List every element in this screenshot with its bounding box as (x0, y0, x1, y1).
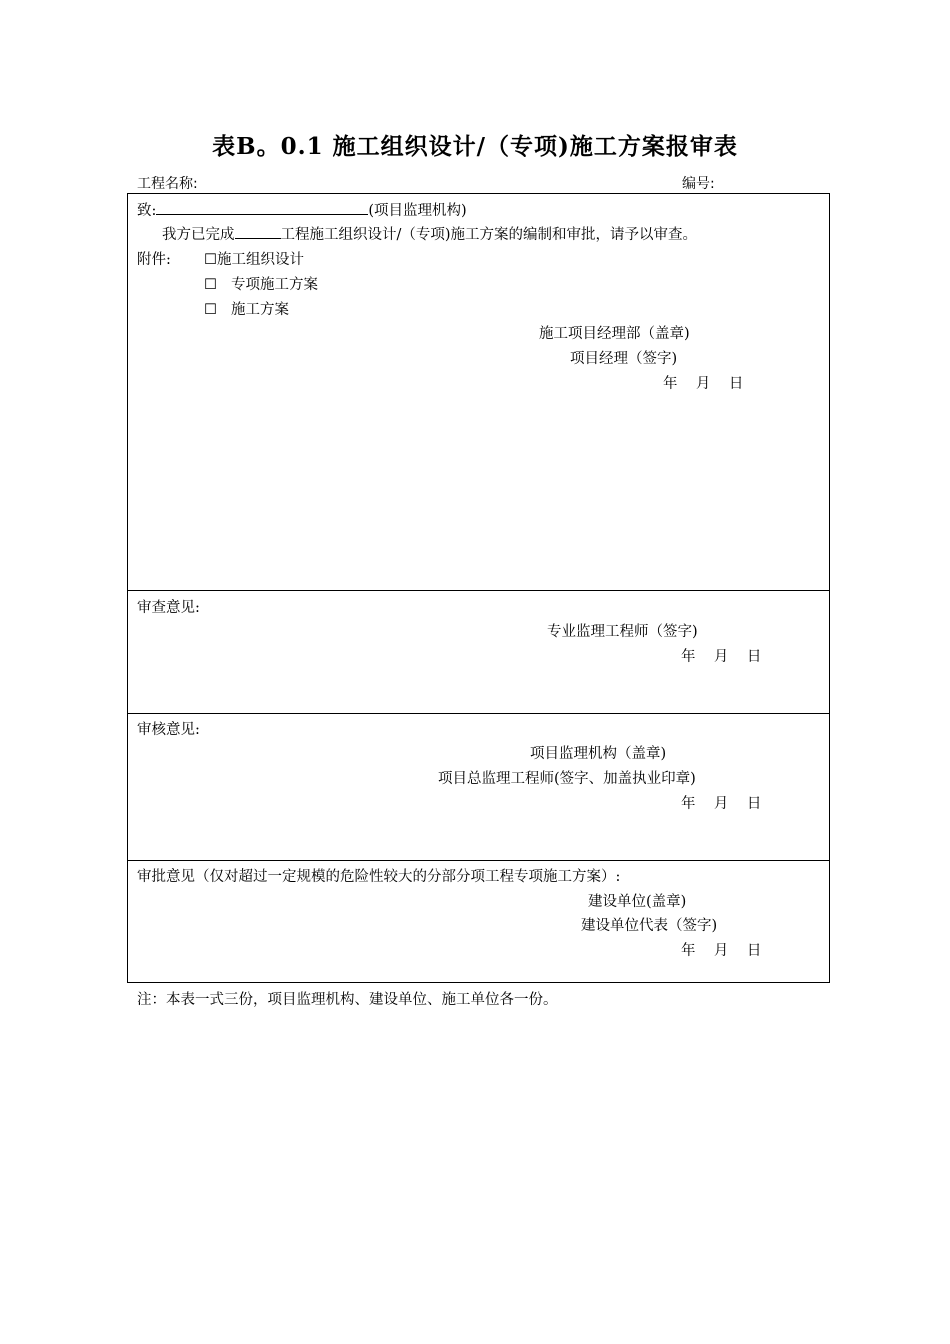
review-opinion-label: 审查意见: (137, 600, 200, 616)
supervisor-engineer-sign-label: 专业监理工程师（签字) (547, 624, 698, 640)
attachment-label: 施工方案 (231, 302, 289, 318)
divider-1 (127, 590, 830, 591)
checkbox-icon[interactable]: ☐ (204, 277, 217, 293)
body-prefix: 我方已完成 (162, 227, 235, 243)
project-name-label: 工程名称: (137, 176, 198, 192)
owner-stamp-label: 建设单位(盖章) (588, 894, 687, 910)
project-manager-sign-label: 项目经理（签字) (570, 351, 678, 367)
audit-opinion-label: 审核意见: (137, 722, 200, 738)
attachments-label: 附件: (137, 252, 171, 268)
attachment-label: 专项施工方案 (231, 277, 318, 293)
body-line (162, 223, 697, 244)
checkbox-icon[interactable]: ☐ (204, 302, 217, 318)
date-line: 年 月 日 (681, 649, 762, 665)
owner-rep-sign-label: 建设单位代表（签字) (581, 918, 718, 934)
to-label: 致: (137, 203, 157, 219)
checkbox-icon[interactable]: ☐ (204, 252, 217, 268)
date-line: 年 月 日 (663, 376, 744, 392)
chief-supervisor-sign-label: 项目总监理工程师(签字、加盖执业印章) (438, 771, 696, 787)
to-blank-field[interactable] (156, 200, 368, 215)
divider-3 (127, 860, 830, 861)
project-blank-field[interactable] (235, 224, 281, 239)
attachment-item (204, 248, 304, 269)
divider-2 (127, 713, 830, 714)
date-line: 年 月 日 (681, 796, 762, 812)
attachment-label: 施工组织设计 (217, 252, 304, 268)
date-line: 年 月 日 (681, 943, 762, 959)
attachment-item (204, 298, 289, 319)
contractor-stamp-label: 施工项目经理部（盖章) (539, 326, 690, 342)
approval-opinion-label: 审批意见（仅对超过一定规模的危险性较大的分部分项工程专项施工方案）: (137, 869, 621, 885)
footnote: 注：本表一式三份，项目监理机构、建设单位、施工单位各一份。 (137, 992, 558, 1008)
number-label: 编号: (682, 176, 715, 192)
supervision-org-stamp-label: 项目监理机构（盖章) (530, 746, 667, 762)
attachment-item (204, 273, 318, 294)
to-line (137, 199, 467, 220)
body-suffix: 工程施工组织设计/（专项)施工方案的编制和审批，请予以审查。 (280, 227, 698, 243)
to-suffix: (项目监理机构) (368, 203, 467, 219)
form-title: 表B。0.1 施工组织设计/（专项)施工方案报审表 (212, 133, 738, 160)
